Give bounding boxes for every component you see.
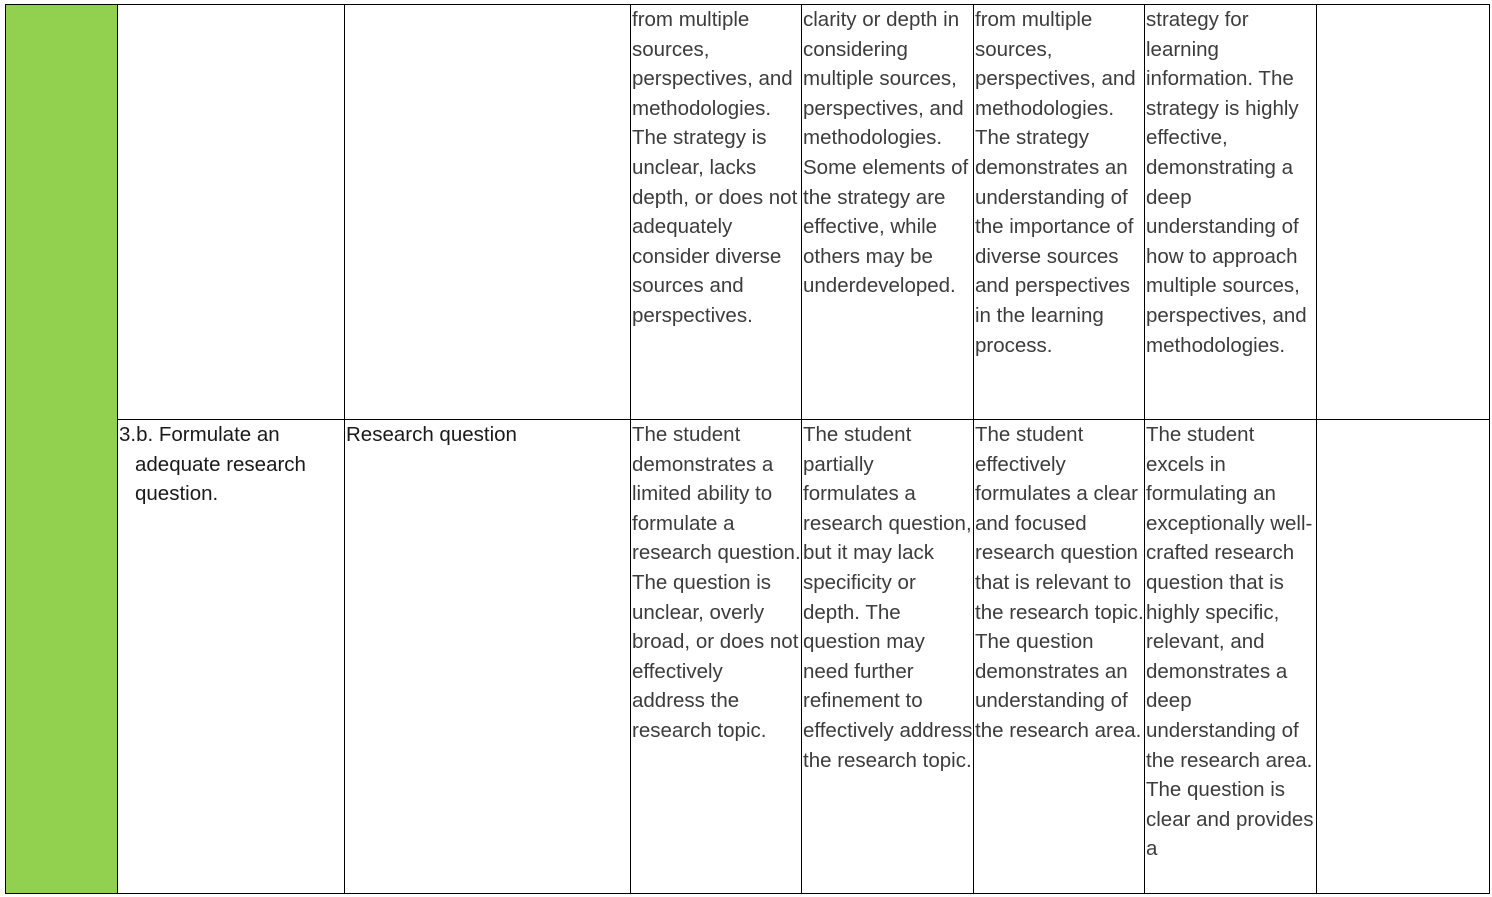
criterion-cell <box>345 420 631 894</box>
level-3-description: The student effectively formulates a clear and focused research question that is relevant to the research topic. The question demonstrates an understanding of the research area. <box>975 423 1144 742</box>
level-3-cell <box>974 420 1145 894</box>
criterion-cell <box>345 5 631 420</box>
level-1-description: The student demonstrates a limited ability to formulate a research question. The question is unclear, overly broad, or does not effectively address the research topic. <box>632 423 801 742</box>
score-cell <box>1317 5 1490 420</box>
level-1-description: from multiple sources, perspectives, and methodologies. The strategy is unclear, lacks depth, or does not adequately consider diverse sources and perspectives. <box>632 8 798 327</box>
level-2-cell <box>802 420 974 894</box>
level-4-cell <box>1145 5 1317 420</box>
level-4-description: The student excels in formulating an exceptionally well-crafted research question that is highly specific, relevant, and demonstrates a deep understanding of the research area. The question is clear and provides a <box>1146 423 1314 861</box>
table-row <box>6 420 1490 894</box>
level-3-cell <box>974 5 1145 420</box>
score-cell <box>1317 420 1490 894</box>
level-1-cell <box>631 5 802 420</box>
criterion-text: Research question <box>346 423 517 446</box>
level-2-description: The student partially formulates a research question, but it may lack specificity or depth. The question may need further refinement to effectively address the research topic. <box>803 423 973 772</box>
level-2-cell <box>802 5 974 420</box>
level-4-cell <box>1145 420 1317 894</box>
level-1-cell <box>631 420 802 894</box>
objective-cell <box>118 5 345 420</box>
rubric-table <box>5 4 1490 894</box>
level-4-description: strategy for learning information. The strategy is highly effective, demonstrating a deep understanding of how to approach multiple sources, perspectives, and methodologies. <box>1146 8 1307 357</box>
objective-cell <box>118 420 345 894</box>
level-2-description: clarity or depth in considering multiple sources, perspectives, and methodologies. Some elements of the strategy are effective, while others may be underdeveloped. <box>803 8 969 298</box>
category-color-band <box>6 5 118 894</box>
objective-text: 3.b. Formulate an adequate research question. <box>119 423 306 506</box>
level-3-description: from multiple sources, perspectives, and methodologies. The strategy demonstrates an understanding of the importance of diverse sources and perspectives in the learning process. <box>975 8 1136 357</box>
table-row <box>6 5 1490 420</box>
